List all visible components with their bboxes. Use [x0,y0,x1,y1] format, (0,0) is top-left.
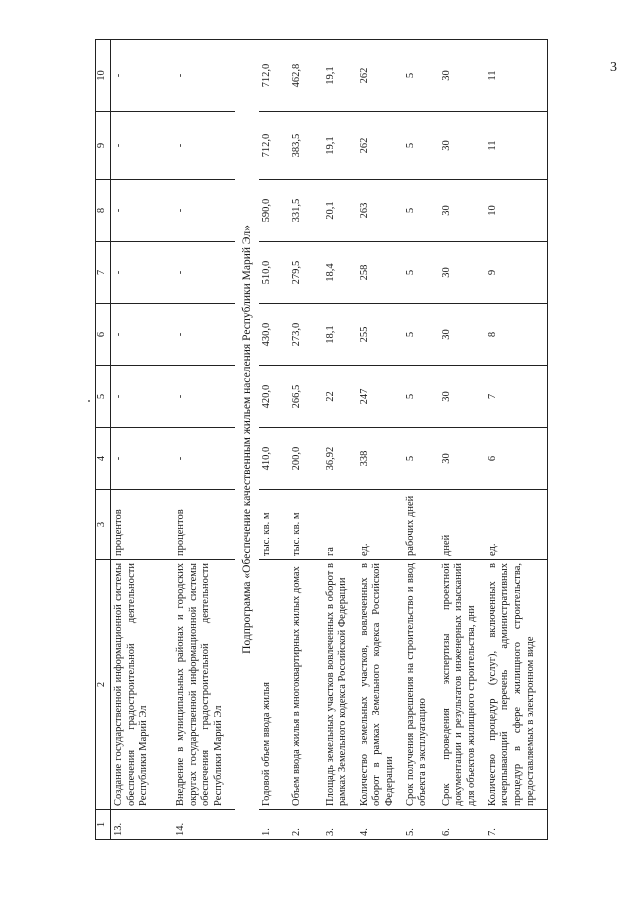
value-col-10: 11 [485,40,548,112]
value-col-7: 5 [403,242,439,304]
value-col-6: 255 [357,304,403,366]
value-col-8: 10 [485,180,548,242]
value-col-9: 30 [439,112,485,180]
col-header-9: 9 [96,112,111,180]
value-col-10: 19,1 [323,40,357,112]
table-row [173,40,235,840]
col-header-5: 5 [96,366,111,428]
row-number: 3. [323,810,357,840]
value-col-8: 30 [439,180,485,242]
value-col-5: 7 [485,366,548,428]
value-col-5: - [173,366,235,428]
value-col-5: - [111,366,174,428]
unit: ед. [485,490,548,560]
unit: тыс. кв. м [259,490,289,560]
table-row [439,40,485,840]
row-number: 5. [403,810,439,840]
value-col-10: 5 [403,40,439,112]
col-header-8: 8 [96,180,111,242]
value-col-4: 410,0 [259,428,289,490]
value-col-4: 5 [403,428,439,490]
row-number: 7. [485,810,548,840]
unit: процентов [111,490,174,560]
indicator-name: Создание государственной информационной системы обеспечения градостроительной деятельности Республики Марий Эл [111,560,174,810]
value-col-4: - [111,428,174,490]
value-col-8: 263 [357,180,403,242]
value-col-4: 6 [485,428,548,490]
row-number: 6. [439,810,485,840]
value-col-5: 420,0 [259,366,289,428]
row-number: 14. [173,810,235,840]
row-number: 1. [259,810,289,840]
value-col-9: - [173,112,235,180]
section-row [235,40,259,840]
col-header-4: 4 [96,428,111,490]
value-col-5: 22 [323,366,357,428]
value-col-7: - [111,242,174,304]
value-col-10: 462,8 [289,40,323,112]
col-header-10: 10 [96,40,111,112]
value-col-4: 36,92 [323,428,357,490]
indicator-name: Внедрение в муниципальных районах и городских округах государственной информационной системы обеспечения градостроительной деятельности Республики Марий Эл [173,560,235,810]
indicator-name: Количество земельных участков, вовлеченных в оборот в рамках Земельного кодекса Российской Федерации [357,560,403,810]
value-col-6: - [111,304,174,366]
value-col-7: 9 [485,242,548,304]
table-row [357,40,403,840]
value-col-8: 20,1 [323,180,357,242]
value-col-7: - [173,242,235,304]
value-col-7: 258 [357,242,403,304]
section-title: Подпрограмма «Обеспечение качественным жильем населения Республики Марий Эл» [235,40,259,840]
indicator-name: Объем ввода жилья в многоквартирных жилых домах [289,560,323,810]
col-header-1: 1 [96,810,111,840]
row-number: 4. [357,810,403,840]
page-number: 3 [610,60,617,75]
col-header-6: 6 [96,304,111,366]
unit: дней [439,490,485,560]
value-col-6: 8 [485,304,548,366]
row-number: 2. [289,810,323,840]
value-col-9: 262 [357,112,403,180]
table-row [289,40,323,840]
value-col-4: 30 [439,428,485,490]
indicators-table [95,39,548,840]
table-row [403,40,439,840]
indicator-name: Годовой объем ввода жилья [259,560,289,810]
table-row [259,40,289,840]
value-col-7: 279,5 [289,242,323,304]
value-col-6: 430,0 [259,304,289,366]
unit: рабочих дней [403,490,439,560]
value-col-8: 590,0 [259,180,289,242]
value-col-4: 200,0 [289,428,323,490]
table-row [323,40,357,840]
value-col-9: 383,5 [289,112,323,180]
unit: га [323,490,357,560]
value-col-10: 262 [357,40,403,112]
value-col-6: 18,1 [323,304,357,366]
scan-speck [88,400,90,402]
value-col-8: - [173,180,235,242]
col-header-7: 7 [96,242,111,304]
value-col-9: 11 [485,112,548,180]
value-col-5: 30 [439,366,485,428]
unit: процентов [173,490,235,560]
indicator-name: Срок проведения экспертизы проектной документации и результатов инженерных изысканий для объектов жилищного строительства, дни [439,560,485,810]
unit: ед. [357,490,403,560]
value-col-6: 30 [439,304,485,366]
value-col-10: 712,0 [259,40,289,112]
value-col-10: - [111,40,174,112]
value-col-8: - [111,180,174,242]
value-col-8: 5 [403,180,439,242]
value-col-9: 712,0 [259,112,289,180]
value-col-5: 247 [357,366,403,428]
value-col-6: 5 [403,304,439,366]
table-row [485,40,548,840]
value-col-10: 30 [439,40,485,112]
row-number: 13. [111,810,174,840]
value-col-7: 510,0 [259,242,289,304]
value-col-9: - [111,112,174,180]
value-col-8: 331,5 [289,180,323,242]
col-header-2: 2 [96,560,111,810]
indicator-name: Срок получения разрешения на строительство и ввод объекта в эксплуатацию [403,560,439,810]
value-col-10: - [173,40,235,112]
rotated-table-sheet [95,40,635,840]
indicator-name: Площадь земельных участков вовлеченных в оборот в рамках Земельного кодекса Российской Федерации [323,560,357,810]
value-col-4: - [173,428,235,490]
col-header-3: 3 [96,490,111,560]
value-col-4: 338 [357,428,403,490]
table-row [111,40,174,840]
value-col-5: 5 [403,366,439,428]
unit: тыс. кв. м [289,490,323,560]
value-col-9: 5 [403,112,439,180]
value-col-7: 30 [439,242,485,304]
value-col-5: 266,5 [289,366,323,428]
value-col-7: 18,4 [323,242,357,304]
value-col-6: - [173,304,235,366]
value-col-6: 273,0 [289,304,323,366]
indicator-name: Количество процедур (услуг), включенных в исчерпывающий перечень административных процедур в сфере жилищного строительства, предоставляемых в электронном виде [485,560,548,810]
value-col-9: 19,1 [323,112,357,180]
column-number-row [96,40,111,840]
